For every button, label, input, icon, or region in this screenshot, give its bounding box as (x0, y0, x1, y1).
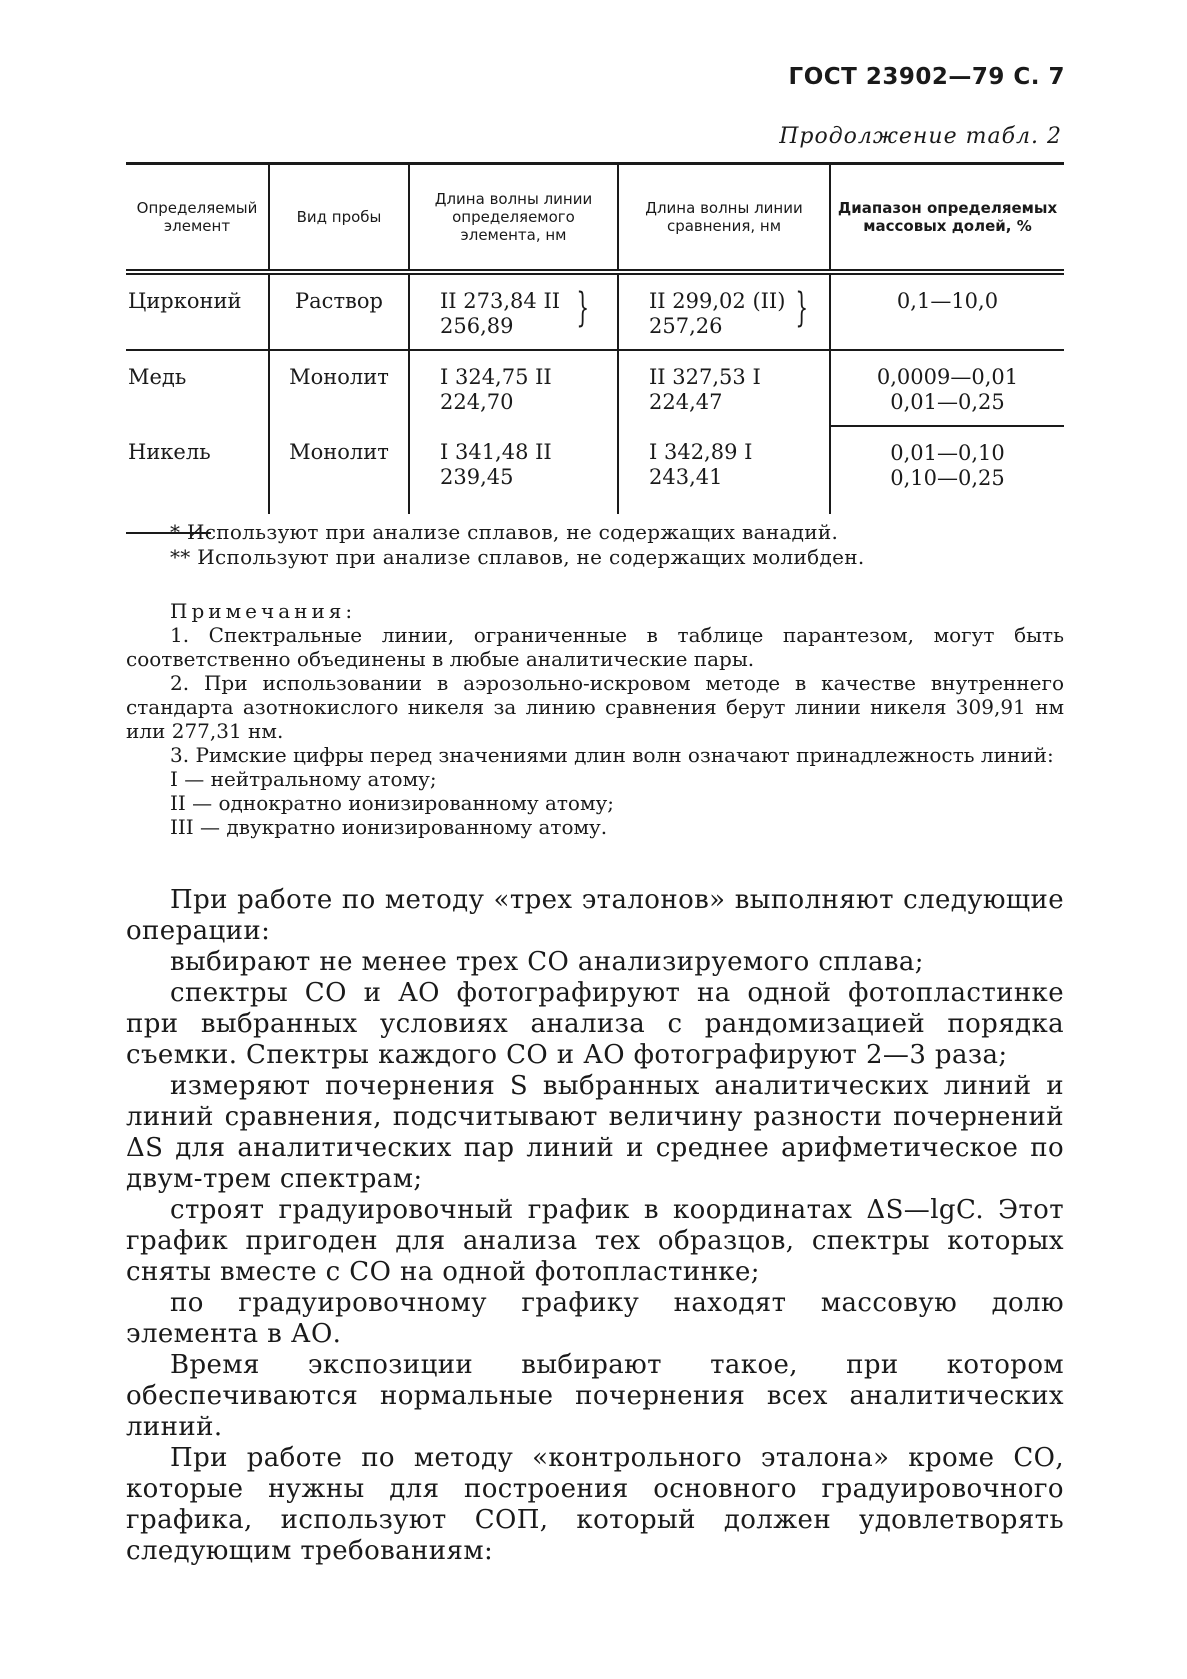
paragraph: При работе по методу «трех эталонов» выполняют следующие операции: (126, 885, 1064, 946)
cell-wavelength (409, 275, 618, 350)
footnotes (170, 520, 865, 570)
column-header-element: Определяемый элемент (136, 199, 258, 235)
cell-comparison (618, 275, 830, 350)
table-row (126, 350, 1064, 426)
footnote: * Используют при анализе сплавов, не содержащих ванадий. (170, 520, 839, 544)
range-line-2: 0,10—0,25 (890, 466, 1005, 490)
numeral-legend (126, 767, 1064, 839)
column-header-wavelength: Длина волны линии определяемого элемента, нм (409, 165, 618, 269)
notes-title: Примечания: (170, 599, 357, 623)
parenthesis-brace: } (576, 285, 590, 331)
paragraph: При работе по методу «контрольного эталона» кроме СО, которые нужны для построения основного градуировочного графика, используют СОП, который должен удовлетворять следующим требованиям: (126, 1443, 1064, 1566)
paragraph: спектры СО и АО фотографируют на одной фотопластинке при выбранных условиях анализа с рандомизацией порядка съемки. Спектры каждого СО и АО фотографируют 2—3 раза; (126, 978, 1064, 1070)
cell-comparison (618, 350, 830, 426)
note-item: 1. Спектральные линии, ограниченные в таблице парантезом, могут быть соответственно объединены в любые аналитические пары. (126, 623, 1064, 671)
comparison-line-1: II 327,53 (649, 365, 746, 389)
comparison-line-1: I 342,89 (649, 440, 738, 464)
range-line-1: 0,0009—0,01 (876, 365, 1019, 389)
paragraph: выбирают не менее трех СО анализируемого сплава; (170, 947, 924, 977)
range-line-1: 0,1—10,0 (896, 289, 999, 313)
wavelength-line-1: I 341,48 (440, 440, 529, 464)
cell-range (830, 275, 1064, 350)
body-text (126, 885, 1064, 1567)
paragraph: измеряют почернения S выбранных аналитических линий и линий сравнения, подсчитывают величину разности почернений ΔS для аналитических пар линий и среднее арифметическое по двум-трем спектрам; (126, 1071, 1064, 1194)
note-item: 2. При использовании в аэрозольно-искровом методе в качестве внутреннего стандарта азотнокислого никеля за линию сравнения берут линии никеля 309,91 нм или 277,31 нм. (126, 671, 1064, 743)
comparison-line-2: I 224,47 (649, 365, 761, 414)
data-table (126, 162, 1064, 534)
table-caption: Продолжение табл. 2 (779, 124, 1062, 149)
parenthesis-brace: } (795, 285, 809, 331)
legend-item: I — нейтральному атому; (170, 767, 437, 791)
cell-element: Цирконий (126, 275, 269, 350)
notes-section (126, 599, 1064, 839)
footnote: ** Используют при анализе сплавов, не содержащих молибден. (170, 545, 865, 569)
range-line-1: 0,01—0,10 (890, 441, 1005, 465)
legend-item: III — двукратно ионизированному атому. (170, 815, 608, 839)
comparison-line-2: I 243,41 (649, 440, 753, 489)
table-row (126, 426, 1064, 514)
wavelength-line-1: I 324,75 (440, 365, 529, 389)
cell-range (830, 350, 1064, 426)
column-header-comparison: Длина волны линии сравнения, нм (618, 165, 830, 269)
column-header-sample: Вид пробы (269, 165, 409, 269)
wavelength-line-2: II 239,45 (440, 440, 552, 489)
cell-sample: Раствор (269, 275, 409, 350)
wavelength-line-2: II 256,89 (440, 289, 561, 338)
comparison-line-2: (II) 257,26 (649, 289, 786, 338)
cell-element: Медь (128, 365, 187, 389)
wavelength-line-1: II 273,84 (440, 289, 537, 313)
cell-range (830, 426, 1064, 514)
cell-comparison (618, 426, 830, 514)
cell-sample: Монолит (269, 350, 409, 426)
range-line-2: 0,01—0,25 (890, 390, 1005, 414)
cell-wavelength (409, 426, 618, 514)
table-row (126, 275, 1064, 350)
page-header: ГОСТ 23902—79 С. 7 (788, 64, 1065, 90)
comparison-line-1: II 299,02 (649, 289, 746, 313)
wavelength-line-2: II 224,70 (440, 365, 552, 414)
cell-wavelength (409, 350, 618, 426)
paragraph: Время экспозиции выбирают такое, при котором обеспечиваются нормальные почернения всех аналитических линий. (126, 1350, 1064, 1442)
cell-sample: Монолит (269, 426, 409, 514)
paragraph: строят градуировочный график в координатах ΔS—lgC. Этот график пригоден для анализа тех образцов, спектры которых сняты вместе с СО на одной фотопластинке; (126, 1195, 1064, 1287)
column-header-range: Диапазон определяемых массовых долей, % (830, 165, 1064, 269)
note-item: 3. Римские цифры перед значениями длин волн означают принадлежность линий: (170, 743, 1054, 767)
paragraph: по градуировочному графику находят массовую долю элемента в АО. (126, 1288, 1064, 1349)
legend-item: II — однократно ионизированному атому; (170, 791, 615, 815)
cell-element: Никель (128, 440, 211, 464)
